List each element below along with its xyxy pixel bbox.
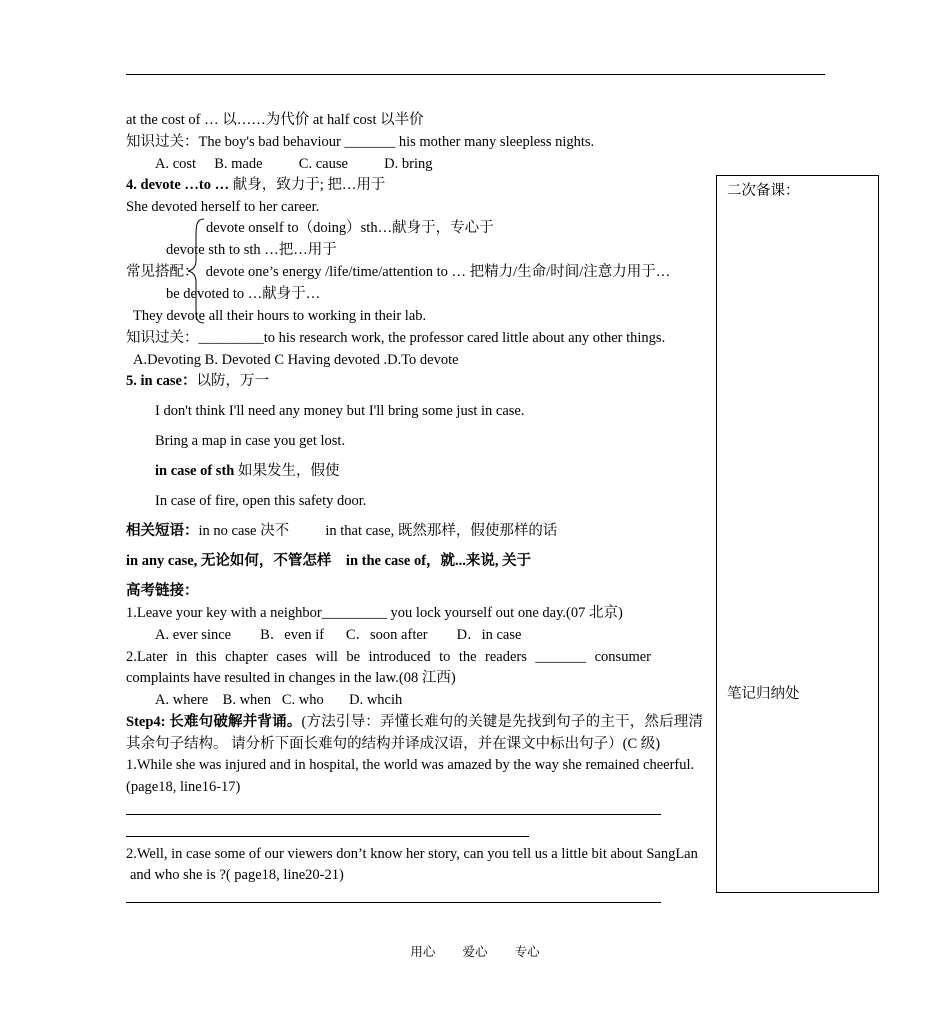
line-sentence2-ref: and who she is ?( page18, line20-21) (130, 867, 344, 883)
line-devote-example2: They devote all their hours to working in their lab. (133, 308, 427, 324)
line-incase-of (155, 462, 339, 480)
line-sentence1: 1.While she was injured and in hospital, the world was amazed by the way she remained cheerful. (126, 757, 695, 773)
side-notes-box (716, 175, 879, 893)
line-devote-collocation: 常见搭配： devote one’s energy /life/time/attention to … 把精力/生命/时间/注意力用于… (126, 264, 671, 280)
line-sentence2: 2.Well, in case some of our viewers don’t know her story, can you tell us a little bit about SangLan (126, 846, 698, 862)
line-gaokao-q2: 2.Later in this chapter cases will be introduced to the readers _______ consumer (126, 649, 651, 665)
line-cost-exercise: 知识过关：The boy's bad behaviour _______ his mother many sleepless nights. (126, 134, 595, 150)
line-devote-onself: devote onself to（doing）sth…献身于，专心于 (206, 220, 494, 236)
line-related-phrases2: in any case, 无论如何，不管怎样 in the case of，就...来说, 关于 (126, 553, 532, 569)
incase-of-meaning: 如果发生，假使 (234, 463, 340, 479)
line-gaokao-heading: 高考链接： (126, 583, 199, 599)
line-be-devoted: be devoted to …献身于… (166, 286, 321, 302)
line-incase-example1: I don't think I'll need any money but I'll bring some just in case. (155, 403, 525, 419)
step4-bold: Step4: 长难句破解并背诵。 (126, 714, 302, 730)
line-devote-options: A.Devoting B. Devoted C Having devoted .D.To devote (133, 352, 459, 368)
line-gaokao-q2-cont: complaints have resulted in changes in the law.(08 江西) (126, 670, 456, 686)
footer-word: 用心 (410, 945, 436, 959)
line-step4-heading (126, 713, 703, 731)
line-step4-instruction: 其余句子结构。 请分析下面长难句的结构并译成汉语，并在课文中标出句子）(C 级) (126, 736, 661, 752)
answer-line (126, 814, 661, 815)
incase-of-bold: in case of sth (155, 463, 235, 479)
line-gaokao-q1-options: A. ever since B．even if C．soon after D．in case (155, 627, 522, 643)
line-gaokao-q2-options: A. where B. when C. who D. whcih (155, 692, 403, 708)
notes-summary-label: 笔记归纳处 (727, 686, 800, 702)
line-devote-exercise: 知识过关：_________to his research work, the professor cared little about any other things. (126, 330, 666, 346)
line-incase-heading (126, 372, 269, 390)
header-rule (126, 74, 825, 75)
step4-rest: (方法引导：弄懂长难句的关键是先找到句子的主干，然后理清 (301, 714, 703, 730)
line-devote-example: She devoted herself to her career. (126, 199, 320, 215)
line-cost-options: A. cost B. made C. cause D. bring (155, 156, 433, 172)
line-related-phrases (126, 522, 557, 540)
line-cost-phrase: at the cost of … 以……为代价 at half cost 以半价 (126, 112, 424, 128)
line-devote-heading (126, 176, 385, 194)
page-footer (0, 942, 950, 960)
line-devote-sth: devote sth to sth …把…用于 (166, 242, 337, 258)
incase-heading-meaning: 以防，万一 (196, 373, 269, 389)
footer-word: 专心 (514, 945, 540, 959)
related-phrases-rest: in no case 决不 in that case, 既然那样，假使那样的话 (198, 523, 558, 539)
second-prep-label: 二次备课： (727, 183, 800, 199)
line-incase-example2: Bring a map in case you get lost. (155, 433, 346, 449)
line-gaokao-q1: 1.Leave your key with a neighbor_________ you lock yourself out one day.(07 北京) (126, 605, 623, 621)
answer-line (126, 902, 661, 903)
related-phrases-bold: 相关短语： (126, 523, 199, 539)
devote-heading-bold: 4. devote …to … (126, 177, 230, 193)
incase-heading-bold: 5. in case： (126, 373, 197, 389)
footer-word: 爱心 (462, 945, 488, 959)
answer-line (126, 836, 529, 837)
line-incase-example3: In case of fire, open this safety door. (155, 493, 367, 509)
line-sentence1-ref: (page18, line16-17) (126, 779, 241, 795)
devote-heading-meaning: 献身，致力于; 把…用于 (229, 177, 386, 193)
